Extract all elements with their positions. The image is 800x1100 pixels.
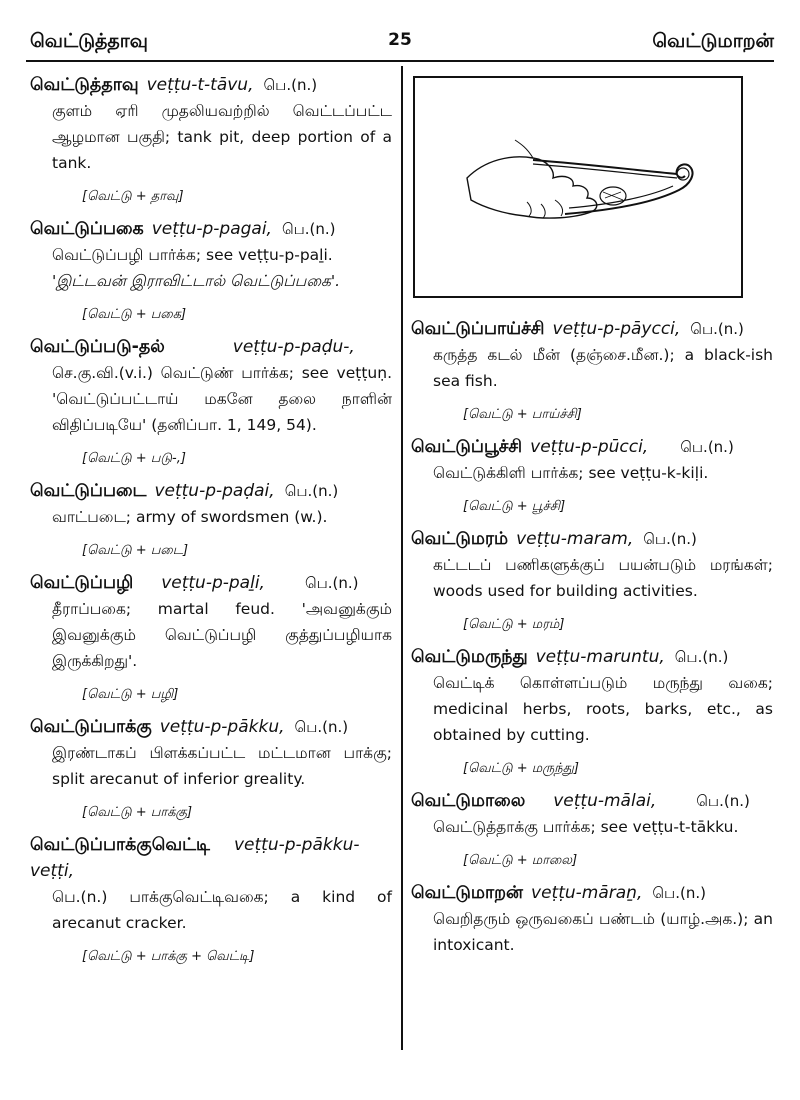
entry-headword: வெட்டுமாலை: [411, 791, 526, 811]
dictionary-entry: [411, 788, 773, 872]
header-rule: [26, 60, 774, 62]
right-column: [411, 76, 773, 958]
entry-headword: வெட்டுப்பழி: [30, 573, 134, 593]
entry-etymology: [வெட்டு + பூச்சி]: [463, 499, 566, 514]
entry-headword: வெட்டுமாறன்: [411, 883, 524, 903]
entry-definition: தீராப்பகை; martal feud. 'அவனுக்கும் இவனுக்கும் வெட்டுப்பழி குத்துப்பழியாக இருக்கிறது'.: [52, 600, 392, 670]
entry-transliteration: veṭṭu-t-tāvu,: [146, 75, 254, 95]
dictionary-entry: [411, 434, 773, 518]
entry-transliteration: veṭṭu-p-paḍai,: [154, 481, 275, 501]
entry-definition: கட்டடப் பணிகளுக்குப் பயன்படும் மரங்கள்; woods used for building activities.: [433, 556, 773, 600]
entry-pos: பெ.(n.): [643, 530, 697, 548]
entry-etymology: [வெட்டு + பழி]: [82, 687, 179, 702]
entry-etymology: [வெட்டு + பாய்ச்சி]: [463, 407, 582, 422]
entry-pos: பெ.(n.): [284, 482, 339, 500]
dictionary-entry: [30, 72, 392, 208]
entry-pos: பெ.(n.): [294, 718, 349, 736]
entry-headword: வெட்டுப்படை: [30, 481, 147, 501]
entry-definition: செ.கு.வி.(v.i.) வெட்டுண் பார்க்க; see veṭṭuṇ. 'வெட்டுப்பட்டாய் மகனே தலை நாளின் விதிப்படியே' (தனிப்பா. 1, 149, 54).: [52, 364, 392, 434]
entry-headword: வெட்டுப்பாக்கு: [30, 717, 152, 737]
entry-headword: வெட்டுமரம்: [411, 529, 509, 549]
dictionary-entry: [411, 526, 773, 636]
entry-headword: வெட்டுப்பகை: [30, 219, 144, 239]
entry-etymology: [வெட்டு + பாக்கு]: [82, 805, 193, 820]
entry-transliteration: veṭṭu-p-paḍu-,: [232, 337, 355, 357]
dictionary-entry: [30, 334, 392, 470]
entry-etymology: [வெட்டு + படை]: [82, 543, 189, 558]
entry-transliteration: veṭṭu-mālai,: [553, 791, 657, 811]
entry-etymology: [வெட்டு + மாலை]: [463, 853, 578, 868]
entry-pos: பெ.(n.): [690, 320, 744, 338]
entry-definition: வெட்டுப்பழி பார்க்க; see veṭṭu-p-paḻi.: [52, 246, 333, 264]
dictionary-entry: [30, 570, 392, 706]
entry-headword: வெட்டுத்தாவு: [30, 75, 139, 95]
entry-definition: கருத்த கடல் மீன் (தஞ்சை.மீன.); a black-ish sea fish.: [433, 346, 773, 390]
arecanut-cutter-illustration: [415, 78, 741, 296]
entry-pos: பெ.(n.): [281, 220, 336, 238]
entry-headword: வெட்டுப்பாக்குவெட்டி: [30, 835, 210, 855]
illustration-frame: [413, 76, 743, 298]
dictionary-entry: [30, 714, 392, 824]
entry-etymology: [வெட்டு + பகை]: [82, 307, 187, 322]
entry-definition: வாட்படை; army of swordsmen (w.).: [52, 508, 328, 526]
entry-transliteration: veṭṭu-p-pāycci,: [552, 319, 681, 339]
dictionary-entry: [411, 316, 773, 426]
left-column: [30, 68, 392, 976]
entry-definition: வெட்டிக் கொள்ளப்படும் மருந்து வகை; medicinal herbs, roots, barks, etc., as obtained by cutting.: [433, 674, 773, 744]
dictionary-entry: [30, 832, 392, 968]
entry-transliteration: veṭṭu-p-pagai,: [151, 219, 272, 239]
entry-quotation: 'இட்டவன் இராவிட்டால் வெட்டுப்பகை'.: [52, 272, 341, 290]
dictionary-entry: [30, 478, 392, 562]
entry-pos: பெ.(n.): [263, 76, 318, 94]
entry-etymology: [வெட்டு + மரம்]: [463, 617, 565, 632]
entry-transliteration: veṭṭu-p-pūcci,: [530, 437, 649, 457]
entry-headword: வெட்டுப்பூச்சி: [411, 437, 523, 457]
dictionary-entry: [411, 880, 773, 958]
entry-definition: வெட்டுத்தாக்கு பார்க்க; see veṭṭu-t-tākku.: [433, 818, 739, 836]
entry-definition: இரண்டாகப் பிளக்கப்பட்ட மட்டமான பாக்கு; split arecanut of inferior greality.: [52, 744, 392, 788]
entry-etymology: [வெட்டு + பாக்கு + வெட்டி]: [82, 949, 255, 964]
header-right-guide-word: வெட்டுமாறன்: [652, 30, 774, 52]
column-divider: [401, 66, 403, 1050]
page-number: 25: [388, 30, 412, 50]
entry-pos: பெ.(n.): [304, 574, 359, 592]
entry-definition: வெட்டுக்கிளி பார்க்க; see veṭṭu-k-kiḷi.: [433, 464, 709, 482]
entry-pos: பெ.(n.): [680, 438, 734, 456]
entry-pos: பெ.(n.): [674, 648, 729, 666]
entry-pos: பெ.(n.): [696, 792, 750, 810]
entry-etymology: [வெட்டு + மருந்து]: [463, 761, 579, 776]
entry-transliteration: veṭṭu-maruntu,: [535, 647, 665, 667]
entry-transliteration: veṭṭu-p-paḻi,: [161, 573, 265, 593]
entry-headword: வெட்டுமருந்து: [411, 647, 528, 667]
header-left-guide-word: வெட்டுத்தாவு: [30, 30, 148, 52]
entry-transliteration: veṭṭu-p-pākku-veṭṭi,: [30, 835, 360, 881]
entry-definition: வெறிதரும் ஒருவகைப் பண்டம் (யாழ்.அக.); an intoxicant.: [433, 910, 773, 954]
dictionary-entry: [30, 216, 392, 326]
dictionary-entry: [411, 644, 773, 780]
page-header: [0, 0, 800, 62]
entry-transliteration: veṭṭu-maram,: [516, 529, 634, 549]
entry-pos: பெ.(n.): [652, 884, 706, 902]
entry-headword: வெட்டுப்பாய்ச்சி: [411, 319, 545, 339]
entry-transliteration: veṭṭu-p-pākku,: [159, 717, 285, 737]
entry-transliteration: veṭṭu-māraṉ,: [531, 883, 643, 903]
entry-etymology: [வெட்டு + தாவு]: [82, 189, 184, 204]
entry-definition: குளம் ஏரி முதலியவற்றில் வெட்டப்பட்ட ஆழமான பகுதி; tank pit, deep portion of a tank.: [52, 102, 392, 172]
entry-etymology: [வெட்டு + படு-,]: [82, 451, 186, 466]
entry-headword: வெட்டுப்படு-தல்: [30, 337, 165, 357]
entry-definition: பெ.(n.) பாக்குவெட்டிவகை; a kind of arecanut cracker.: [52, 888, 392, 932]
